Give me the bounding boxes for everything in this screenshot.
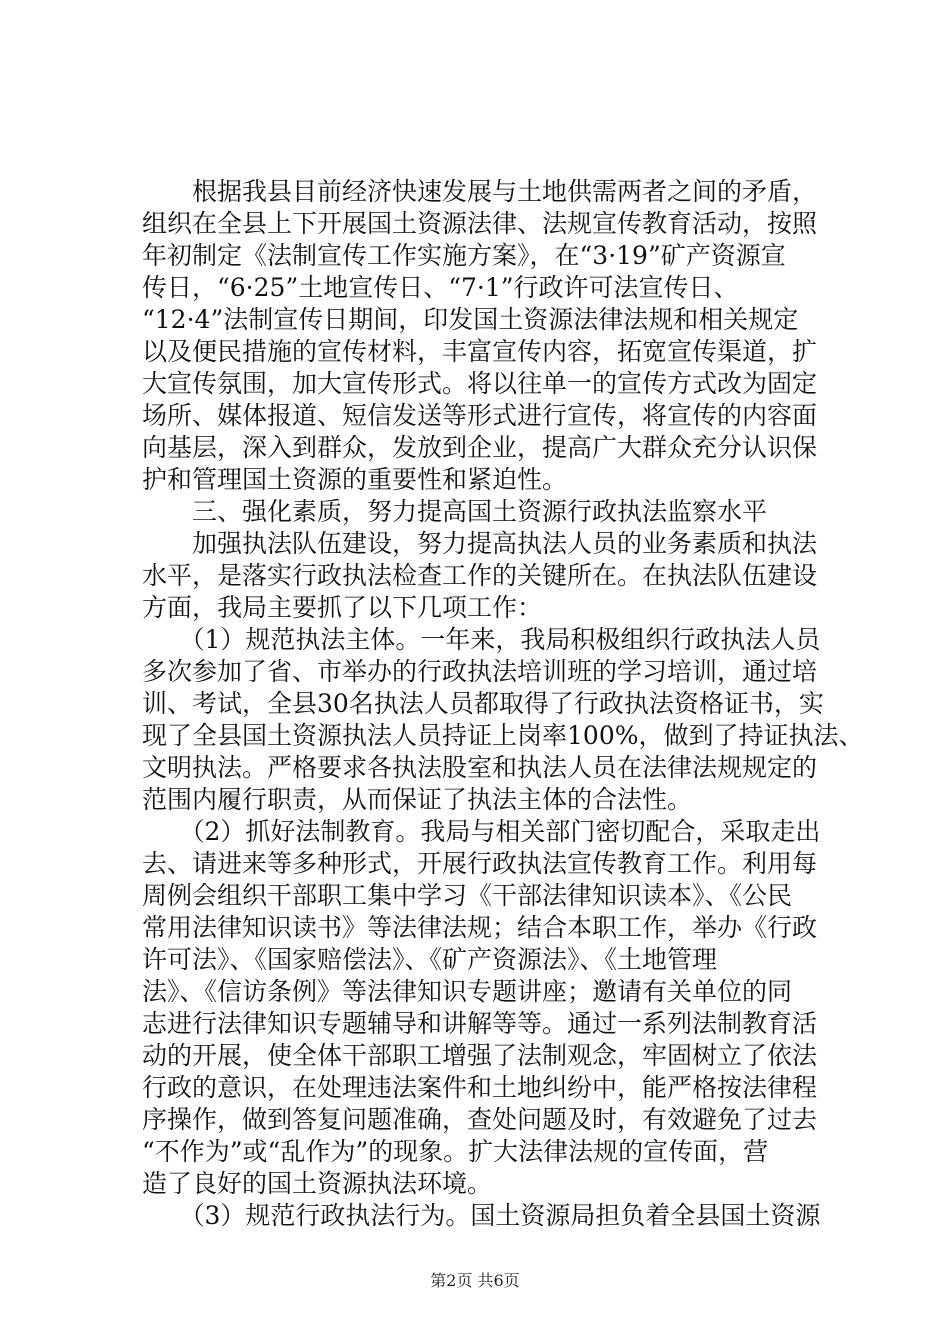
text-line: （2）抓好法制教育。我局与相关部门密切配合，采取走出 [142,817,821,846]
text-line: 造了良好的国土资源执法环境。 [142,1169,493,1198]
text-line: 现了全县国土资源执法人员持证上岗率100%，做到了持证执法、 [142,721,864,750]
text-line: 许可法》、《国家赔偿法》、《矿产资源法》、《土地管理 [142,945,718,974]
text-line: 方面，我局主要抓了以下几项工作： [142,593,543,622]
text-line: 范围内履行职责，从而保证了执法主体的合法性。 [142,785,693,814]
document-body [142,176,864,1232]
text-line: 组织在全县上下开展国土资源法律、法规宣传教育活动，按照 [142,209,818,238]
page-number-footer: 第2页 共6页 [430,1271,520,1290]
text-line: 年初制定《法制宣传工作实施方案》，在“3·19”矿产资源宣 [142,241,786,270]
text-line: 大宣传氛围，加大宣传形式。将以往单一的宣传方式改为固定 [142,369,818,398]
text-line: “12·4”法制宣传日期间，印发国土资源法律法规和相关规定 [142,305,799,334]
text-line: 加强执法队伍建设，努力提高执法人员的业务素质和执法 [142,529,818,558]
text-line: 训、考试，全县30名执法人员都取得了行政执法资格证书，实 [142,689,824,718]
text-line: 行政的意识，在处理违法案件和土地纠纷中，能严格按法律程 [142,1073,818,1102]
text-line: 护和管理国土资源的重要性和紧迫性。 [142,465,568,494]
section-heading: 三、强化素质，努力提高国土资源行政执法监察水平 [142,497,768,526]
text-line: 文明执法。严格要求各执法股室和执法人员在法律法规规定的 [142,753,818,782]
text-line: 法》、《信访条例》等法律知识专题讲座；邀请有关单位的同 [142,977,793,1006]
text-line: 序操作，做到答复问题准确，查处问题及时，有效避免了过去 [142,1105,818,1134]
text-line: 常用法律知识读书》等法律法规；结合本职工作，举办《行政 [142,913,818,942]
text-line: 多次参加了省、市举办的行政执法培训班的学习培训，通过培 [142,657,818,686]
text-line: 以及便民措施的宣传材料，丰富宣传内容，拓宽宣传渠道，扩 [142,337,818,366]
text-line: 向基层，深入到群众，发放到企业，提高广大群众充分认识保 [142,433,818,462]
text-line: 去、请进来等多种形式，开展行政执法宣传教育工作。利用每 [142,849,818,878]
text-line: （3）规范行政执法行为。国土资源局担负着全县国土资源 [142,1201,821,1230]
text-line: 传日，“6·25”土地宣传日、“7·1”行政许可法宣传日、 [142,273,739,302]
text-line: （1）规范执法主体。一年来，我局积极组织行政执法人员 [142,625,821,654]
text-line: 场所、媒体报道、短信发送等形式进行宣传，将宣传的内容面 [142,401,818,430]
text-line: “不作为”或“乱作为”的现象。扩大法律法规的宣传面，营 [142,1137,769,1166]
text-line: 动的开展，使全体干部职工增强了法制观念，牢固树立了依法 [142,1041,818,1070]
text-line: 志进行法律知识专题辅导和讲解等等。通过一系列法制教育活 [142,1009,818,1038]
text-line: 水平，是落实行政执法检查工作的关键所在。在执法队伍建设 [142,561,818,590]
text-line: 根据我县目前经济快速发展与土地供需两者之间的矛盾， [142,177,818,206]
text-line: 周例会组织干部职工集中学习《干部法律知识读本》、《公民 [142,881,793,910]
